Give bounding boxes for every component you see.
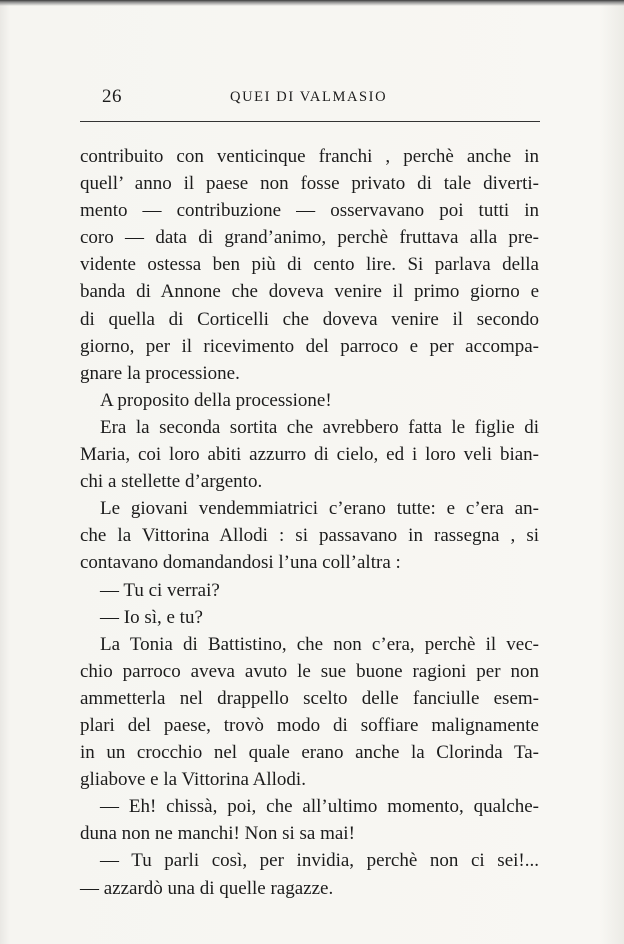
text-line: gliabove e la Vittorina Allodi.: [80, 769, 306, 791]
text-line: di quella di Corticelli che doveva venire il secondo: [80, 308, 539, 330]
text-line: banda di Annone che doveva venire il primo giorno e: [80, 281, 539, 303]
text-line: vidente ostessa ben più di cento lire. Si parlava della: [80, 254, 539, 276]
text-line: — Eh! chissà, poi, che all’ultimo momento, qualche-: [100, 796, 539, 818]
text-line: — azzardò una di quelle ragazze.: [80, 877, 334, 899]
text-line: Maria, coi loro abiti azzurro di cielo, ed i loro veli bian-: [80, 444, 539, 466]
page-top-edge: [0, 0, 624, 6]
page-header: [80, 86, 540, 110]
text-line: ammetterla nel drappello scelto delle fanciulle esem-: [80, 687, 539, 709]
text-line: in un crocchio nel quale erano anche la Clorinda Ta-: [80, 742, 539, 764]
text-line: quell’ anno il paese non fosse privato di tale diverti-: [80, 173, 539, 195]
header-rule: [80, 121, 540, 122]
text-line: Era la seconda sortita che avrebbero fatta le figlie di: [100, 416, 539, 438]
text-line: chi a stellette d’argento.: [80, 471, 263, 493]
text-line: plari del paese, trovò modo di soffiare malignamente: [80, 714, 539, 736]
text-line: gnare la processione.: [80, 362, 240, 384]
text-line: Le giovani vendemmiatrici c’erano tutte: e c’era an-: [100, 498, 539, 520]
text-line: contavano domandandosi l’una coll’altra :: [80, 552, 401, 574]
text-line: che la Vittorina Allodi : si passavano in rassegna , si: [80, 525, 539, 547]
running-title: QUEI DI VALMASIO: [230, 89, 388, 105]
text-line: — Io sì, e tu?: [100, 606, 203, 628]
text-line: mento — contribuzione — osservavano poi tutti in: [80, 200, 539, 222]
text-line: coro — data di grand’animo, perchè fruttava alla pre-: [80, 227, 539, 249]
text-line: chio parroco aveva avuto le sue buone ragioni per non: [80, 660, 539, 682]
page-number: 26: [102, 86, 122, 107]
body-text: [80, 143, 539, 902]
text-line: — Tu ci verrai?: [100, 579, 220, 601]
text-line: contribuito con venticinque franchi , perchè anche in: [80, 146, 539, 167]
text-line: La Tonia di Battistino, che non c’era, perchè il vec-: [100, 633, 539, 655]
text-line: giorno, per il ricevimento del parroco e per accompa-: [80, 335, 539, 357]
text-line: — Tu parli così, per invidia, perchè non ci sei!...: [100, 850, 539, 872]
text-line: duna non ne manchi! Non si sa mai!: [80, 823, 355, 845]
text-line: A proposito della processione!: [100, 389, 332, 411]
